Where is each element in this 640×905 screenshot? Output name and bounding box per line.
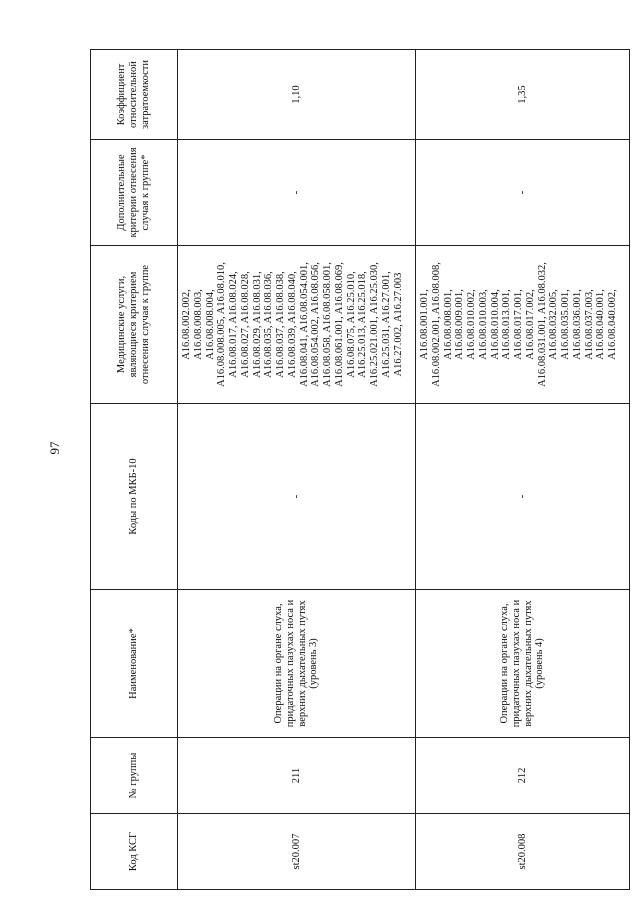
service-code-line: A16.08.054.002, A16.08.056, (310, 262, 322, 387)
cell-extra-criteria: - (416, 140, 630, 246)
service-code-line: A16.08.036.001, (571, 289, 583, 360)
cell-mkb-codes: - (416, 404, 630, 590)
service-code-line: A16.08.041, A16.08.054.001, (298, 262, 310, 387)
service-code-line: A16.08.017, A16.08.024, (228, 271, 239, 378)
service-code-line: A16.08.040.002, (607, 289, 619, 360)
cell-coefficient: 1,10 (178, 50, 416, 140)
service-code-line: A16.08.037, A16.08.038, (275, 271, 286, 378)
service-code-line: A16.08.035.001, (560, 289, 572, 360)
cell-extra-criteria: - (178, 140, 416, 246)
table-row (416, 50, 630, 890)
service-code-line: A16.08.010.002, (466, 289, 478, 360)
table-container (90, 50, 630, 890)
cell-group-no: 212 (416, 738, 630, 814)
cell-services (416, 246, 630, 404)
col-header-mkb-codes: Коды по МКБ-10 (91, 404, 178, 590)
service-code-line: A16.08.017.002, (524, 289, 536, 360)
service-code-line: A16.08.039, A16.08.040, (286, 271, 298, 378)
service-code-line: A16.08.058, A16.08.058.001, (322, 262, 333, 387)
service-code-line: A16.08.008.003, (192, 289, 204, 360)
header-row (91, 50, 178, 890)
service-code-line: A16.08.029, A16.08.031, (251, 271, 263, 378)
service-code-line: A16.08.010.003, (477, 289, 489, 360)
cell-name: Операции на органе слуха, придаточных пазухах носа и верхних дыхательных путях (уровень 4) (416, 590, 630, 738)
service-code-line: A16.27.002, A16.27.003 (392, 272, 404, 377)
cell-group-no: 211 (178, 738, 416, 814)
service-code-line: A16.08.008.005, A16.08.010, (216, 262, 228, 387)
service-code-line: A16.08.032.005, (548, 289, 560, 360)
service-code-line: A16.08.075, A16.25.010, (345, 271, 357, 378)
service-code-line: A16.08.008.004, (204, 289, 216, 360)
service-code-line: A16.25.031, A16.27.001, (380, 271, 392, 378)
service-code-line: A16.08.010.004, (489, 289, 501, 360)
rotated-table (90, 50, 630, 890)
service-code-line: A16.08.013.001, (501, 289, 513, 360)
cell-coefficient: 1,35 (416, 50, 630, 140)
col-header-group-no: № группы (91, 738, 178, 814)
service-code-line: A16.08.061.001, A16.08.069, (333, 262, 345, 387)
service-code-line: A16.08.027, A16.08.028, (239, 271, 251, 378)
page-number: 97 (47, 441, 62, 455)
service-code-line: A16.08.040.001, (595, 289, 607, 360)
service-code-line: A16.08.037.003, (583, 289, 595, 360)
cell-ksg-code: st20.008 (416, 814, 630, 890)
service-code-line: A16.08.008.001, (442, 289, 454, 360)
col-header-name: Наименование* (91, 590, 178, 738)
service-code-line: A16.08.002.002, (181, 289, 192, 360)
cell-name: Операции на органе слуха, придаточных пазухах носа и верхних дыхательных путях (уровень 3) (178, 590, 416, 738)
service-code-line: A16.08.035, A16.08.036, (263, 271, 275, 378)
col-header-services: Медицинские услуги, являющиеся критерием отнесения случая к группе (91, 246, 178, 404)
col-header-extra-criteria: Дополнительные критерии отнесения случая к группе* (91, 140, 178, 246)
service-code-line: A16.25.021.001, A16.25.030, (369, 262, 380, 387)
table-row (178, 50, 416, 890)
service-code-line: A16.08.017.001, (513, 289, 525, 360)
service-code-line: A16.08.009.001, (454, 289, 466, 360)
service-code-line: A16.08.031.001, A16.08.032, (536, 262, 548, 387)
cell-ksg-code: st20.007 (178, 814, 416, 890)
col-header-coefficient: Коэффициент относительной затратоемкости (91, 50, 178, 140)
col-header-ksg-code: Код КСГ (91, 814, 178, 890)
service-code-line: A16.25.013, A16.25.018, (357, 271, 369, 378)
cell-mkb-codes: - (178, 404, 416, 590)
service-code-line: A16.08.002.001, A16.08.008, (430, 262, 442, 387)
cell-services (178, 246, 416, 404)
ksg-table (90, 49, 630, 890)
service-code-line: A16.08.001.001, (419, 289, 431, 360)
